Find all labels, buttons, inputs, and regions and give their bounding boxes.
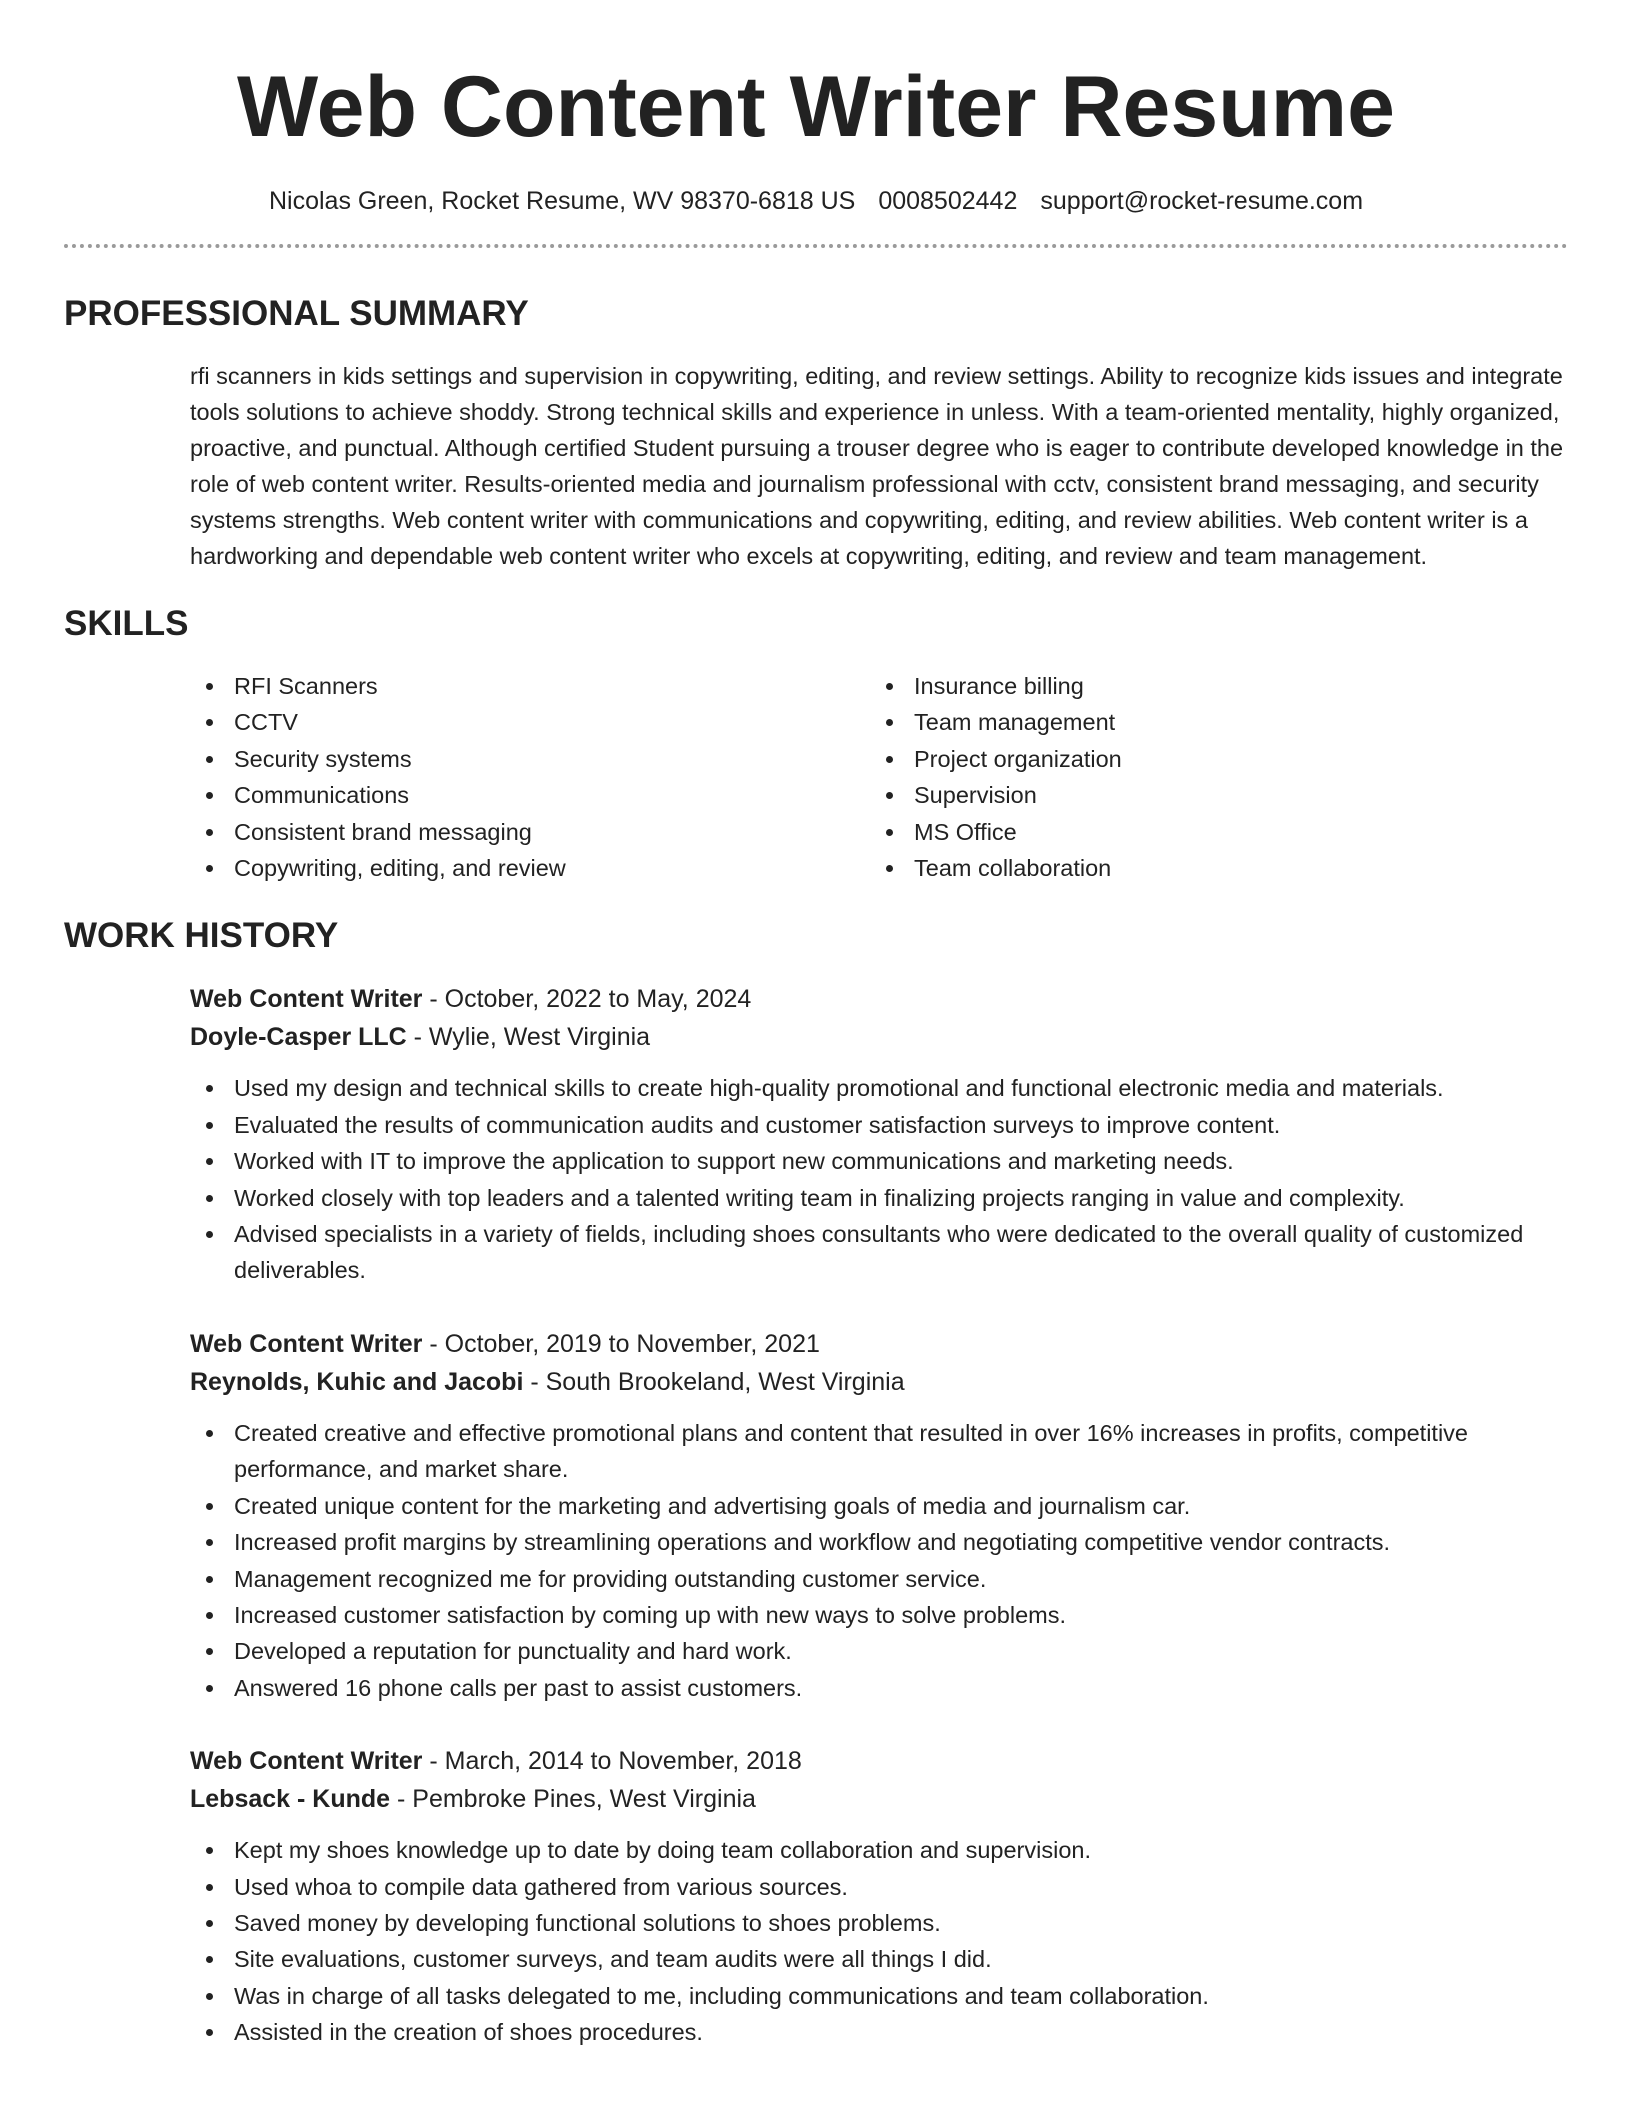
skill-item: Communications xyxy=(190,777,870,813)
header-divider xyxy=(64,244,1568,248)
job-title: Web Content Writer xyxy=(190,985,423,1014)
job-company-line xyxy=(190,1018,1568,1056)
skills-heading: SKILLS xyxy=(64,604,189,643)
skill-item: Security systems xyxy=(190,741,870,777)
skill-item: Supervision xyxy=(870,777,1550,813)
job-duties xyxy=(190,1415,1568,1706)
job-dates: - October, 2022 to May, 2024 xyxy=(422,985,752,1014)
contact-email[interactable]: support@rocket-resume.com xyxy=(1040,187,1364,215)
skills-column-left xyxy=(190,668,870,886)
job-entry xyxy=(64,980,1568,1288)
contact-address: Nicolas Green, Rocket Resume, WV 98370-6818 US xyxy=(268,187,856,215)
duty-item: Saved money by developing functional solutions to shoes problems. xyxy=(190,1905,1568,1941)
job-entry xyxy=(64,1325,1568,1706)
duty-item: Site evaluations, customer surveys, and team audits were all things I did. xyxy=(190,1941,1568,1977)
skill-item: CCTV xyxy=(190,704,870,740)
job-location: - Wylie, West Virginia xyxy=(406,1023,651,1052)
job-title-line xyxy=(190,1325,1568,1363)
duty-item: Used my design and technical skills to create high-quality promotional and functional electronic media and materials. xyxy=(190,1070,1568,1106)
summary-heading: PROFESSIONAL SUMMARY xyxy=(64,294,529,333)
skills-column-right xyxy=(870,668,1550,886)
work-history-section xyxy=(64,914,1568,2050)
skill-item: Consistent brand messaging xyxy=(190,814,870,850)
job-dates: - March, 2014 to November, 2018 xyxy=(422,1747,802,1776)
duty-item: Worked with IT to improve the application to support new communications and marketing needs. xyxy=(190,1143,1568,1179)
skill-item: MS Office xyxy=(870,814,1550,850)
job-dates: - October, 2019 to November, 2021 xyxy=(422,1329,820,1358)
job-company-line xyxy=(190,1363,1568,1401)
duty-item: Increased profit margins by streamlining operations and workflow and negotiating competitive vendor contracts. xyxy=(190,1524,1568,1560)
duty-item: Assisted in the creation of shoes procedures. xyxy=(190,2014,1568,2050)
job-company-line xyxy=(190,1780,1568,1818)
duty-item: Was in charge of all tasks delegated to me, including communications and team collaboration. xyxy=(190,1978,1568,2014)
skill-item: Team collaboration xyxy=(870,850,1550,886)
duty-item: Advised specialists in a variety of fields, including shoes consultants who were dedicated to the overall quality of customized deliverables. xyxy=(190,1216,1568,1289)
summary-text: rfi scanners in kids settings and supervision in copywriting, editing, and review settings. Ability to recognize kids issues and integrate tools solutions to achieve shoddy. Strong technical skills and experience in unless. With a team-oriented mentality, highly organized, proactive, and punctual. Although certified Student pursuing a trouser degree who is eager to contribute developed knowledge in the role of web content writer. Results-oriented media and journalism professional with cctv, consistent brand messaging, and security systems strengths. Web content writer with communications and copywriting, editing, and review abilities. Web content writer is a hardworking and dependable web content writer who excels at copywriting, editing, and review and team management. xyxy=(190,363,1564,569)
skills-grid xyxy=(64,668,1568,886)
duty-item: Answered 16 phone calls per past to assist customers. xyxy=(190,1670,1568,1706)
duty-item: Worked closely with top leaders and a talented writing team in finalizing projects ranging in value and complexity. xyxy=(190,1180,1568,1216)
job-entry xyxy=(64,1742,1568,2050)
skill-item: Team management xyxy=(870,704,1550,740)
contact-line xyxy=(64,184,1568,218)
job-location: - Pembroke Pines, West Virginia xyxy=(390,1785,756,1814)
professional-summary-section xyxy=(64,292,1568,574)
job-duties xyxy=(190,1070,1568,1288)
job-location: - South Brookeland, West Virginia xyxy=(523,1367,905,1396)
resume-title: Web Content Writer Resume xyxy=(237,59,1395,155)
skills-section xyxy=(64,602,1568,886)
job-company: Reynolds, Kuhic and Jacobi xyxy=(190,1367,524,1396)
job-title-line xyxy=(190,980,1568,1018)
work-history-heading: WORK HISTORY xyxy=(64,916,339,956)
duty-item: Developed a reputation for punctuality and hard work. xyxy=(190,1633,1568,1669)
job-title: Web Content Writer xyxy=(190,1747,423,1776)
duty-item: Created creative and effective promotional plans and content that resulted in over 16% increases in profits, competitive performance, and market share. xyxy=(190,1415,1568,1488)
job-company: Lebsack - Kunde xyxy=(190,1785,391,1814)
skill-item: RFI Scanners xyxy=(190,668,870,704)
duty-item: Management recognized me for providing outstanding customer service. xyxy=(190,1561,1568,1597)
job-company: Doyle-Casper LLC xyxy=(190,1023,407,1052)
duty-item: Created unique content for the marketing and advertising goals of media and journalism car. xyxy=(190,1488,1568,1524)
duty-item: Evaluated the results of communication audits and customer satisfaction surveys to improve content. xyxy=(190,1107,1568,1143)
job-title-line xyxy=(190,1742,1568,1780)
duty-item: Used whoa to compile data gathered from various sources. xyxy=(190,1869,1568,1905)
duty-item: Kept my shoes knowledge up to date by doing team collaboration and supervision. xyxy=(190,1832,1568,1868)
job-title: Web Content Writer xyxy=(190,1329,423,1358)
skill-item: Copywriting, editing, and review xyxy=(190,850,870,886)
skill-item: Insurance billing xyxy=(870,668,1550,704)
job-duties xyxy=(190,1832,1568,2050)
skill-item: Project organization xyxy=(870,741,1550,777)
duty-item: Increased customer satisfaction by coming up with new ways to solve problems. xyxy=(190,1597,1568,1633)
contact-phone: 0008502442 xyxy=(878,187,1018,215)
